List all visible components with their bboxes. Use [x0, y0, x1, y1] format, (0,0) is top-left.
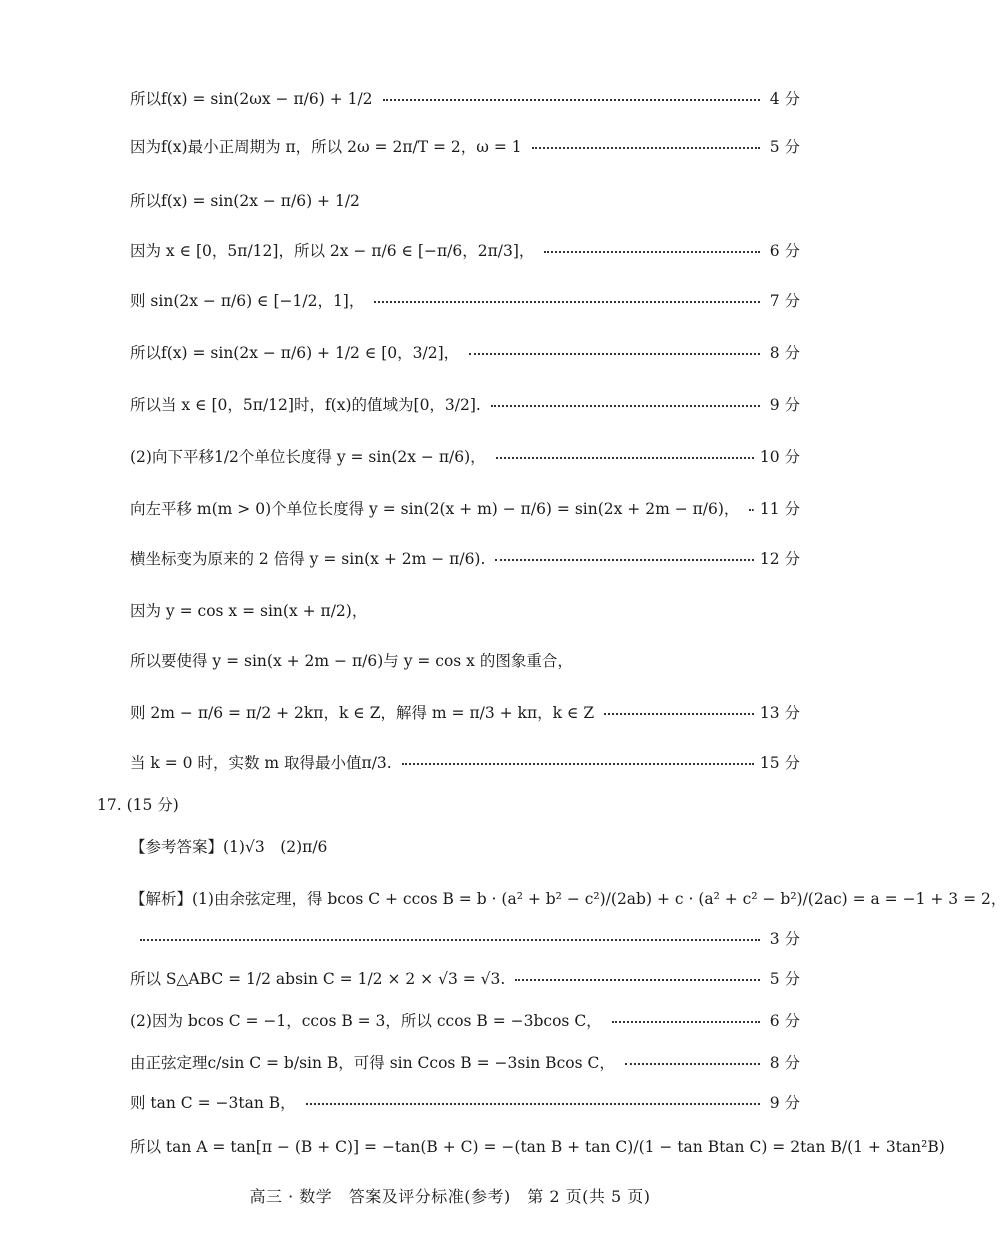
solution-text: 则 sin(2x − π/6) ∈ [−1/2，1]， — [130, 292, 365, 310]
score-mark: 10 分 — [759, 448, 800, 466]
solution-line — [130, 180, 800, 220]
score-mark: 5 分 — [769, 138, 800, 156]
solution-line — [130, 280, 800, 320]
analysis-line — [130, 1000, 800, 1040]
solution-text: (2)向下平移1/2个单位长度得 y = sin(2x − π/6)， — [130, 448, 486, 466]
score-mark: 15 分 — [759, 754, 800, 772]
solution-line — [130, 742, 800, 782]
score-mark: 5 分 — [769, 970, 800, 988]
analysis-line — [130, 1042, 800, 1082]
score-mark: 7 分 — [769, 292, 800, 310]
solution-line — [130, 78, 800, 118]
dot-leader — [749, 509, 753, 511]
score-mark: 12 分 — [759, 550, 800, 568]
dot-leader — [306, 1103, 760, 1105]
solution-line — [130, 590, 800, 630]
score-mark: 9 分 — [769, 396, 800, 414]
solution-text: 所以 tan A = tan[π − (B + C)] = −tan(B + C) = −(tan B + tan C)/(1 − tan Btan C) = 2tan B/(1 + 3tan²B) — [130, 1138, 945, 1156]
solution-text: 所以要使得 y = sin(x + 2m − π/6)与 y = cos x 的图象重合， — [130, 652, 573, 670]
dot-leader — [612, 1021, 760, 1023]
score-mark: 8 分 — [769, 1054, 800, 1072]
solution-text: 所以当 x ∈ [0，5π/12]时，f(x)的值域为[0，3/2]. — [130, 396, 481, 414]
dot-leader — [496, 457, 754, 459]
solution-line — [130, 538, 800, 578]
solution-text: 【解析】(1)由余弦定理，得 bcos C + ccos B = b · (a² + b² − c²)/(2ab) + c · (a² + c² − b²)/(2ac) = a = −1 + 3 = 2， — [130, 890, 1006, 908]
score-mark: 8 分 — [769, 344, 800, 362]
dot-leader — [544, 251, 760, 253]
solution-text: 由正弦定理c/sin C = b/sin B，可得 sin Ccos B = −3sin Bcos C， — [130, 1054, 615, 1072]
solution-text: 当 k = 0 时，实数 m 取得最小值π/3. — [130, 754, 392, 772]
score-mark: 13 分 — [759, 704, 800, 722]
solution-text: 【参考答案】(1)√3 (2)π/6 — [130, 838, 328, 856]
solution-line — [130, 436, 800, 476]
problem-heading — [97, 784, 800, 824]
solution-line — [130, 230, 800, 270]
solution-text: 则 2m − π/6 = π/2 + 2kπ，k ∈ Z，解得 m = π/3 + kπ，k ∈ Z — [130, 704, 595, 722]
score-mark: 3 分 — [769, 930, 800, 948]
score-mark: 11 分 — [759, 500, 800, 518]
solution-line — [130, 384, 800, 424]
page-footer: 高三 · 数学 答案及评分标准(参考) 第 2 页(共 5 页) — [249, 1187, 651, 1206]
dot-leader — [402, 763, 754, 765]
dot-leader — [140, 939, 760, 941]
dot-leader — [625, 1063, 760, 1065]
reference-answer — [130, 826, 800, 866]
solution-text: 所以f(x) = sin(2x − π/6) + 1/2 — [130, 192, 360, 210]
solution-text: 因为 y = cos x = sin(x + π/2)， — [130, 602, 368, 620]
analysis-line — [130, 1126, 945, 1166]
dot-leader — [532, 147, 760, 149]
score-mark: 6 分 — [769, 1012, 800, 1030]
analysis-line — [130, 958, 800, 998]
analysis-line — [130, 918, 800, 958]
dot-leader — [374, 301, 760, 303]
dot-leader — [495, 559, 753, 561]
solution-line — [130, 488, 800, 528]
solution-text: 所以f(x) = sin(2x − π/6) + 1/2 ∈ [0，3/2]， — [130, 344, 460, 362]
solution-text: 17. (15 分) — [97, 796, 179, 814]
dot-leader — [604, 713, 754, 715]
dot-leader — [491, 405, 760, 407]
dot-leader — [383, 99, 760, 101]
solution-text: 向左平移 m(m > 0)个单位长度得 y = sin(2(x + m) − π/6) = sin(2x + 2m − π/6)， — [130, 500, 740, 518]
solution-line — [130, 692, 800, 732]
dot-leader — [515, 979, 760, 981]
dot-leader — [469, 353, 760, 355]
solution-text: 因为 x ∈ [0，5π/12]，所以 2x − π/6 ∈ [−π/6，2π/3]， — [130, 242, 535, 260]
score-mark: 6 分 — [769, 242, 800, 260]
solution-text: 因为f(x)最小正周期为 π，所以 2ω = 2π/T = 2，ω = 1 — [130, 138, 522, 156]
solution-text: 所以f(x) = sin(2ωx − π/6) + 1/2 — [130, 90, 373, 108]
solution-text: (2)因为 bcos C = −1，ccos B = 3，所以 ccos B = −3bcos C， — [130, 1012, 602, 1030]
solution-line — [130, 332, 800, 372]
score-mark: 4 分 — [769, 90, 800, 108]
solution-text: 所以 S△ABC = 1/2 absin C = 1/2 × 2 × √3 = √3. — [130, 970, 506, 988]
solution-line — [130, 640, 800, 680]
analysis-line — [130, 878, 1006, 918]
score-mark: 9 分 — [769, 1094, 800, 1112]
analysis-line — [130, 1082, 800, 1122]
solution-line — [130, 126, 800, 166]
solution-text: 横坐标变为原来的 2 倍得 y = sin(x + 2m − π/6). — [130, 550, 486, 568]
solution-text: 则 tan C = −3tan B， — [130, 1094, 296, 1112]
